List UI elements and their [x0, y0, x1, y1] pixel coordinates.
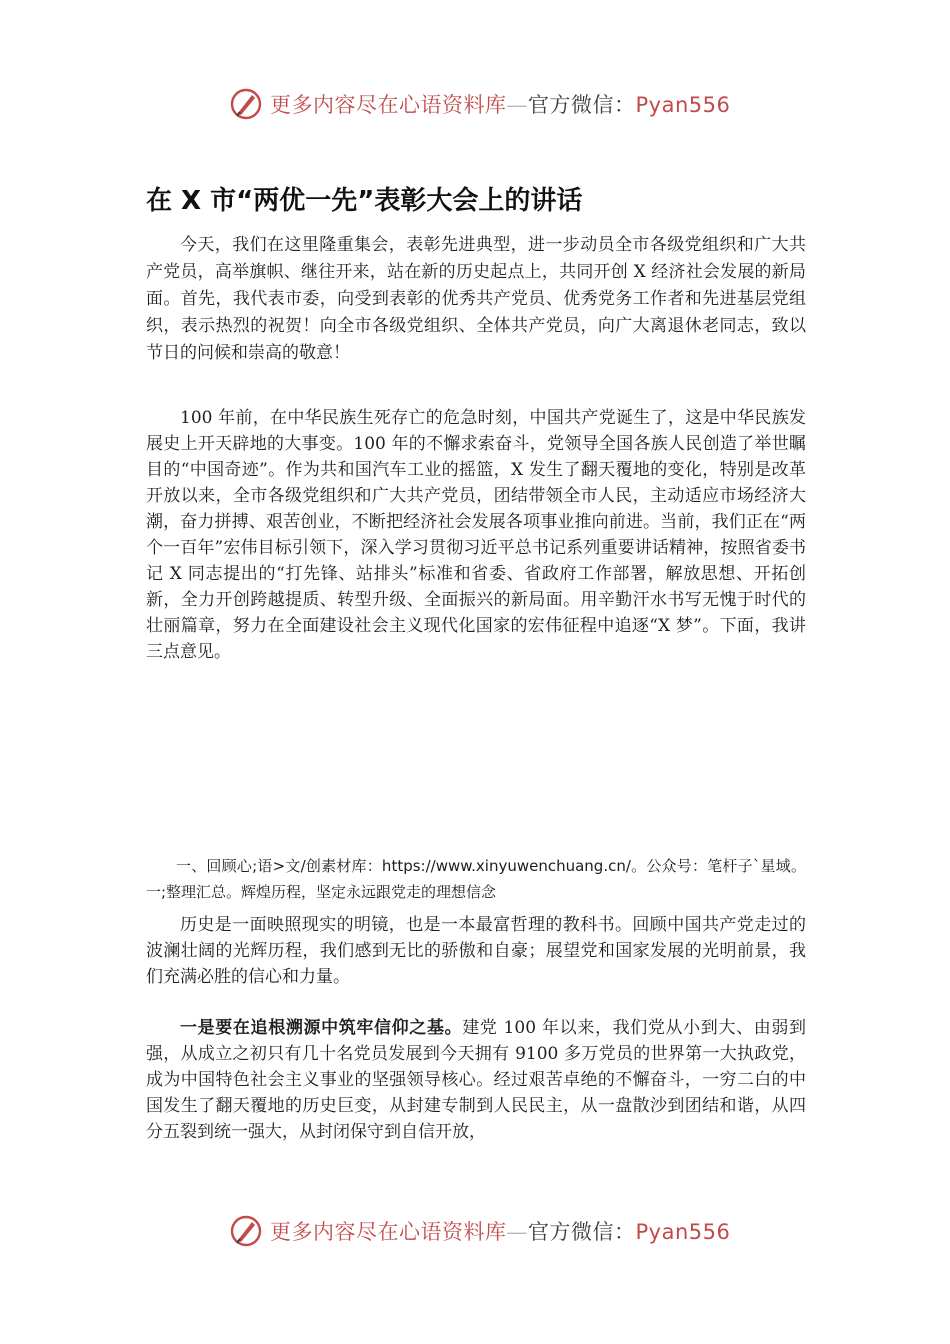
document-title: 在 X 市“两优一先”表彰大会上的讲话 — [146, 186, 583, 216]
paragraph-history: 100 年前，在中华民族生死存亡的危急时刻，中国共产党诞生了，这是中华民族发展史上开天辟地的大事变。100 年的不懈求索奋斗，党领导全国各族人民创造了举世瞩目的“中国奇迹”。作为共和国汽车工业的摇篮，X 发生了翻天覆地的变化，特别是改革开放以来，全市各级党组织和广大共产党员，团结带领全市人民，主动适应市场经济大潮，奋力拼搏、艰苦创业，不断把经济社会发展各项事业推向前进。当前，我们正在“两个一百年”宏伟目标引领下，深入学习贯彻习近平总书记系列重要讲话精神，按照省委书记 X 同志提出的“打先锋、站排头”标准和省委、省政府工作部署，解放思想、开拓创新，全力开创跨越提质、转型升级、全面振兴的新局面。用辛勤汗水书写无愧于时代的壮丽篇章，努力在全面建设社会主义现代化国家的宏伟征程中追逐“X 梦”。下面，我讲三点意见。 — [146, 408, 806, 662]
pen-logo-icon — [228, 1213, 264, 1249]
watermark-wechat-id: Pyan556 — [635, 1220, 731, 1244]
paragraph-opening: 今天，我们在这里隆重集会，表彰先进典型，进一步动员全市各级党组织和广大共产党员，高举旗帜、继往开来，站在新的历史起点上，共同开创 X 经济社会发展的新局面。首先，我代表市委，向受到表彰的优秀共产党员、优秀党务工作者和先进基层党组织，表示热烈的祝贺！向全市各级党组织、全体共产党员，向广大离退休老同志，致以节日的问候和崇高的敬意！ — [146, 235, 806, 363]
watermark-text — [270, 89, 730, 119]
watermark-wechat-label: 官方微信： — [528, 93, 636, 117]
watermark-wechat-id: Pyan556 — [635, 93, 731, 117]
pen-logo-icon — [228, 86, 264, 122]
point-one-lead: 一是要在追根溯源中筑牢信仰之基。 — [180, 1018, 463, 1038]
paragraph-review: 历史是一面映照现实的明镜，也是一本最富哲理的教科书。回顾中国共产党走过的波澜壮阔的光辉历程，我们感到无比的骄傲和自豪；展望党和国家发展的光明前景，我们充满必胜的信心和力量。 — [146, 915, 806, 987]
watermark-banner-bottom — [228, 1211, 730, 1251]
watermark-dash: — — [506, 1220, 528, 1244]
paragraph-point-one — [146, 1015, 806, 1145]
watermark-text — [270, 1216, 730, 1246]
watermark-wechat-label: 官方微信： — [528, 1220, 636, 1244]
watermark-main: 更多内容尽在心语资料库 — [270, 1220, 507, 1244]
watermark-dash: — — [506, 93, 528, 117]
watermark-main: 更多内容尽在心语资料库 — [270, 93, 507, 117]
section-heading-1: 一、回顾心;语>文/创素材库：https://www.xinyuwenchuang.cn/。公众号：笔杆子`星域。一;整理汇总。辉煌历程，坚定永远跟党走的理想信念 — [146, 857, 806, 901]
point-one-body: 建党 100 年以来，我们党从小到大、由弱到强，从成立之初只有几十名党员发展到今天拥有 9100 多万党员的世界第一大执政党，成为中国特色社会主义事业的坚强领导核心。经过艰苦卓绝的不懈奋斗，一穷二白的中国发生了翻天覆地的历史巨变，从封建专制到人民民主，从一盘散沙到团结和谐，从四分五裂到统一强大，从封闭保守到自信开放， — [146, 1018, 806, 1142]
watermark-banner-top — [228, 84, 730, 124]
